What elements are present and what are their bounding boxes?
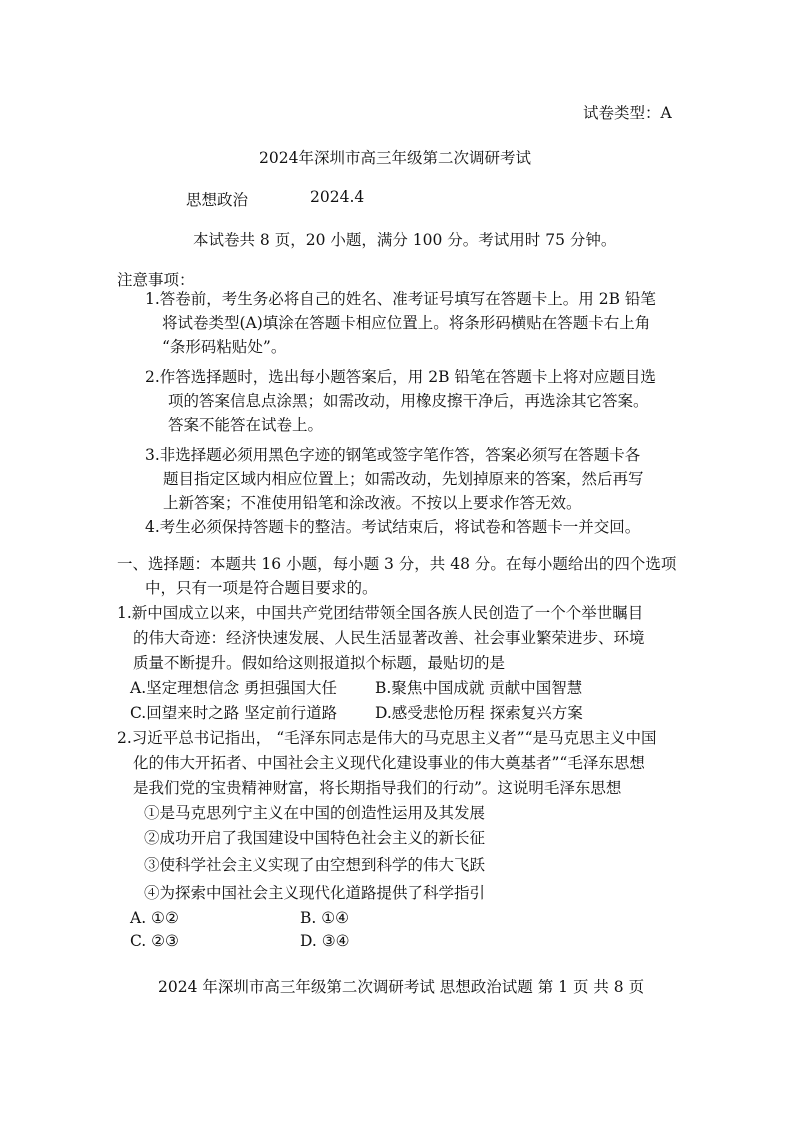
section-line: 一、选择题：本题共 16 小题，每小题 3 分，共 48 分。在每小题给出的四个选项	[117, 555, 677, 573]
q2-option-a: A. ①②	[130, 909, 179, 927]
page-footer: 2024 年深圳市高三年级第二次调研考试 思想政治试题 第 1 页 共 8 页	[158, 978, 645, 996]
q1-option-b: B.聚焦中国成就 贡献中国智慧	[375, 679, 583, 697]
note-line: 答案不能答在试卷上。	[168, 416, 324, 434]
note-line: 2.作答选择题时，选出每小题答案后，用 2B 铅笔在答题卡上将对应题目选	[145, 368, 656, 386]
q2-option-b: B. ①④	[300, 909, 350, 927]
question-line: 是我们党的宝贵精神财富，将长期指导我们的行动”。这说明毛泽东思想	[133, 779, 622, 797]
note-line: “条形码粘贴处”。	[162, 338, 287, 356]
question-line: 2.习近平总书记指出， “毛泽东同志是伟大的马克思主义者”“是马克思主义中国	[117, 729, 657, 747]
note-line: 1.答卷前，考生务必将自己的姓名、准考证号填写在答题卡上。用 2B 铅笔	[145, 290, 656, 308]
q2-statement-2: ②成功开启了我国建设中国特色社会主义的新长征	[144, 829, 486, 847]
note-line: 项的答案信息点涂黑；如需改动，用橡皮擦干净后，再选涂其它答案。	[168, 392, 649, 410]
q2-statement-4: ④为探索中国社会主义现代化道路提供了科学指引	[144, 884, 486, 902]
note-line: 4.考生必须保持答题卡的整洁。考试结束后，将试卷和答题卡一并交回。	[145, 518, 641, 536]
note-line: 3.非选择题必须用黑色字迹的钢笔或签字笔作答，答案必须写在答题卡各	[145, 446, 641, 464]
subject-name: 思想政治	[186, 191, 249, 209]
q1-option-a: A.坚定理想信念 勇担强国大任	[130, 679, 338, 697]
exam-summary: 本试卷共 8 页，20 小题，满分 100 分。考试用时 75 分钟。	[193, 231, 617, 249]
q1-option-c: C.回望来时之路 坚定前行道路	[130, 704, 338, 722]
question-line: 的伟大奇迹：经济快速发展、人民生活显著改善、社会事业繁荣进步、环境	[133, 629, 645, 647]
q2-option-d: D. ③④	[300, 932, 350, 950]
exam-date: 2024.4	[310, 188, 365, 206]
note-line: 上新答案；不准使用铅笔和涂改液。不按以上要求作答无效。	[163, 494, 582, 512]
note-line: 将试卷类型(A)填涂在答题卡相应位置上。将条形码横贴在答题卡右上角	[162, 314, 651, 332]
question-line: 质量不断提升。假如给这则报道拟个标题，最贴切的是	[133, 654, 506, 672]
q2-option-c: C. ②③	[130, 932, 179, 950]
notes-heading: 注意事项：	[117, 271, 195, 289]
q1-option-d: D.感受悲怆历程 探索复兴方案	[375, 704, 583, 722]
question-line: 化的伟大开拓者、中国社会主义现代化建设事业的伟大奠基者”“毛泽东思想	[133, 754, 645, 772]
q2-statement-3: ③使科学社会主义实现了由空想到科学的伟大飞跃	[144, 856, 486, 874]
section-line: 中，只有一项是符合题目要求的。	[145, 579, 378, 597]
exam-title: 2024年深圳市高三年级第二次调研考试	[259, 149, 531, 167]
question-line: 1.新中国成立以来，中国共产党团结带领全国各族人民创造了一个个举世瞩目	[117, 604, 644, 622]
note-line: 题目指定区域内相应位置上；如需改动，先划掉原来的答案，然后再写	[163, 470, 644, 488]
q2-statement-1: ①是马克思列宁主义在中国的创造性运用及其发展	[144, 804, 486, 822]
paper-type: 试卷类型：A	[583, 104, 672, 122]
